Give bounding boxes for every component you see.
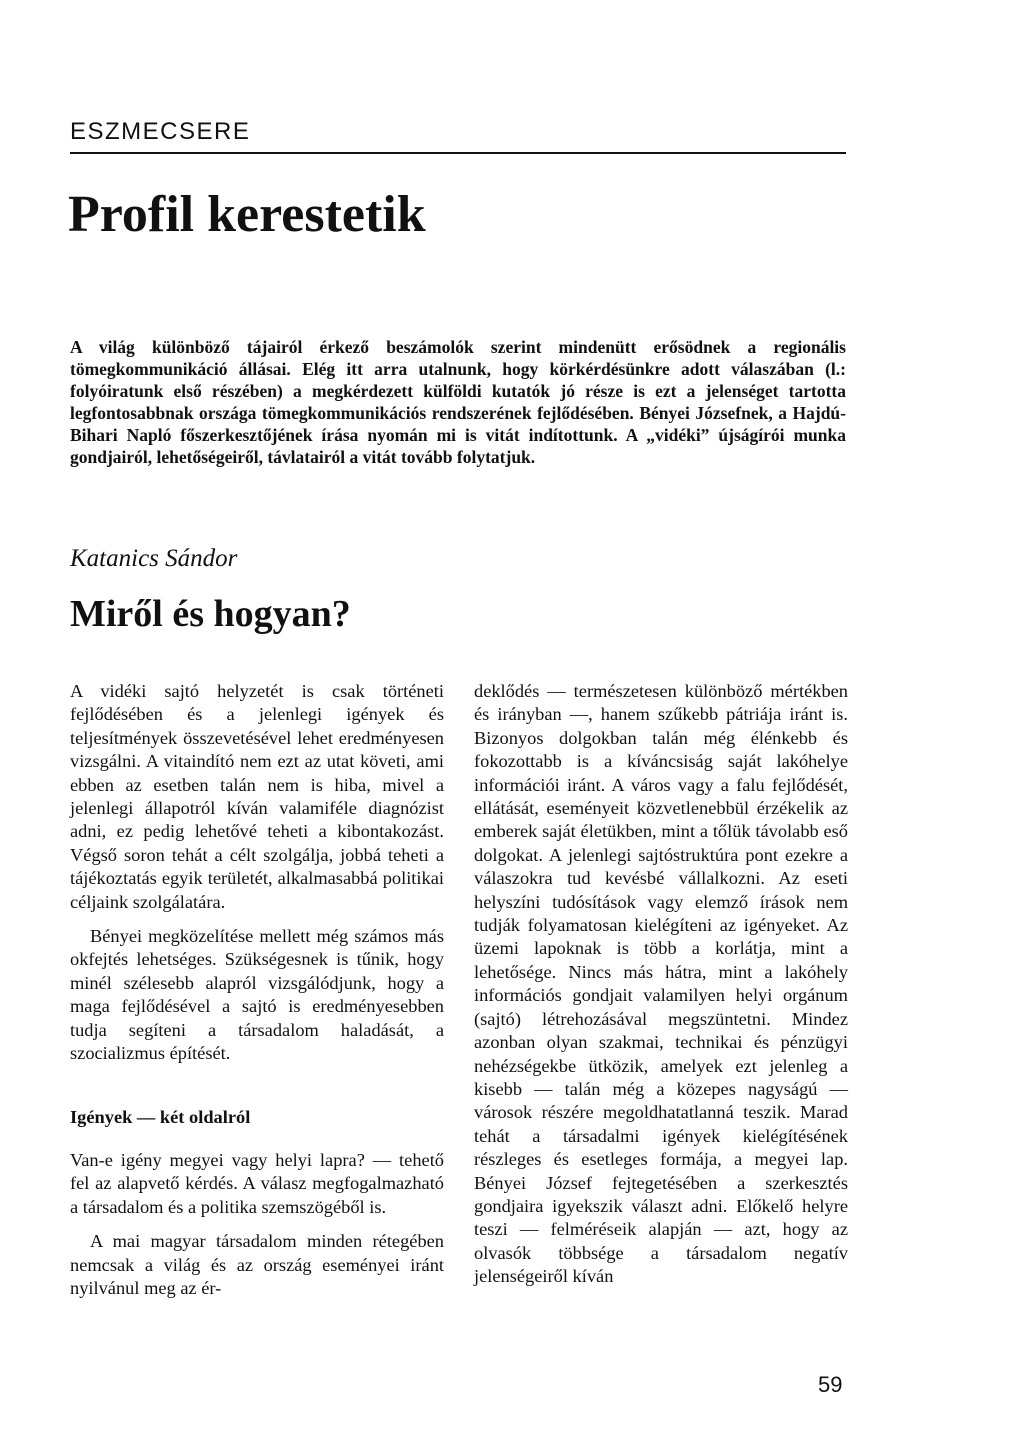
paragraph: A vidéki sajtó helyzetét is csak történeti fejlődésében és a jelenlegi igények és teljesítmények összevetésével lehet eredményesen vizsgálni. A vitaindító nem ezt az utat követi, ami ebben az esetben talán nem is hiba, mivel a jelenlegi állapotról kíván valamiféle diagnózist adni, ez pedig lehetővé teheti a kibontakozást. Végső soron tehát a célt szolgálja, jobbá teheti a tájékoztatás egyik területét, alkalmasabbá politikai céljaink szolgálatára. [70, 681, 444, 912]
paragraph: A mai magyar társadalom minden rétegében nemcsak a világ és az ország eseményei iránt nyilvánul meg az ér- [70, 1231, 444, 1298]
section-heading: Igények — két oldalról [70, 1106, 251, 1127]
header-rule [70, 152, 846, 154]
paragraph: Bényei megközelítése mellett még számos más okfejtés lehetséges. Szükségesnek is tűnik, hogy minél szélesebb alapról vizsgálódjunk, hogy a maga fejlődésével a sajtó is eredményesebben tudja segíteni a társadalom haladását, a szocializmus építését. [70, 926, 444, 1064]
left-column [70, 680, 444, 1311]
page-number: 59 [818, 1372, 843, 1397]
right-column [474, 680, 848, 1289]
article-author: Katanics Sándor [70, 545, 238, 572]
article-subtitle: Miről és hogyan? [70, 593, 351, 635]
paragraph: deklődés — természetesen különböző mértékben és irányban —, hanem szűkebb pátriája iránt is. Bizonyos dolgokban talán még élénkebb és fokozottabb is a kíváncsiság saját lakóhelye információi iránt. A város vagy a falu fejlődését, ellátását, eseményeit közvetlenebbül érzékelik az emberek saját életükben, mint a tőlük távolabb eső dolgokat. A jelenlegi sajtóstruktúra pont ezekre a válaszokra tud kevésbé vállalkozni. Az eseti helyszíni tudósítások vagy elemző írások nem tudják folyamatosan kielégíteni az igényeket. Az üzemi lapoknak is több a korlátja, mint a lehetősége. Nincs más hátra, mint a lakóhely információs gondjait valamilyen helyi orgánum (sajtó) létrehozásával megszüntetni. Mindez azonban olyan szakmai, technikai és pénzügyi nehézségekbe ütközik, amelyek ezt jelenleg a kisebb — talán még a közepes nagyságú — városok részére megoldhatatlanná teszik. Marad tehát a társadalmi igények kielégítésének részleges és esetleges formája, a megyei lap. Bényei József fejtegetésében a szerkesztés gondjaira igyekszik választ adni. Előkelő helyre teszi — felméréseik alapján — azt, hogy az olvasók többsége a társadalom negatív jelenségeiről kíván [474, 681, 848, 1287]
paragraph: Van-e igény megyei vagy helyi lapra? — tehető fel az alapvető kérdés. A válasz megfogalmazható a társadalom és a politika szemszögéből is. [70, 1149, 444, 1217]
page-title: Profil kerestetik [68, 186, 426, 243]
intro-paragraph: A világ különböző tájairól érkező beszámolók szerint mindenütt erősödnek a regionális tömegkommunikáció állásai. Elég itt arra utalnunk, hogy körkérdésünkre adott válaszában (l.: folyóiratunk első részében) a megkérdezett külföldi kutatók jó része is ezt a jelenséget tartotta legfontosabbnak országa tömegkommunikációs rendszerének fejlődésében. Bényei Józsefnek, a Hajdú-Bihari Napló főszerkesztőjének írása nyomán mi is vitát indítottunk. A „vidéki” újságírói munka gondjairól, lehetőségeiről, távlatairól a vitát tovább folytatjuk. [70, 337, 846, 467]
section-label: ESZMECSERE [70, 118, 251, 145]
